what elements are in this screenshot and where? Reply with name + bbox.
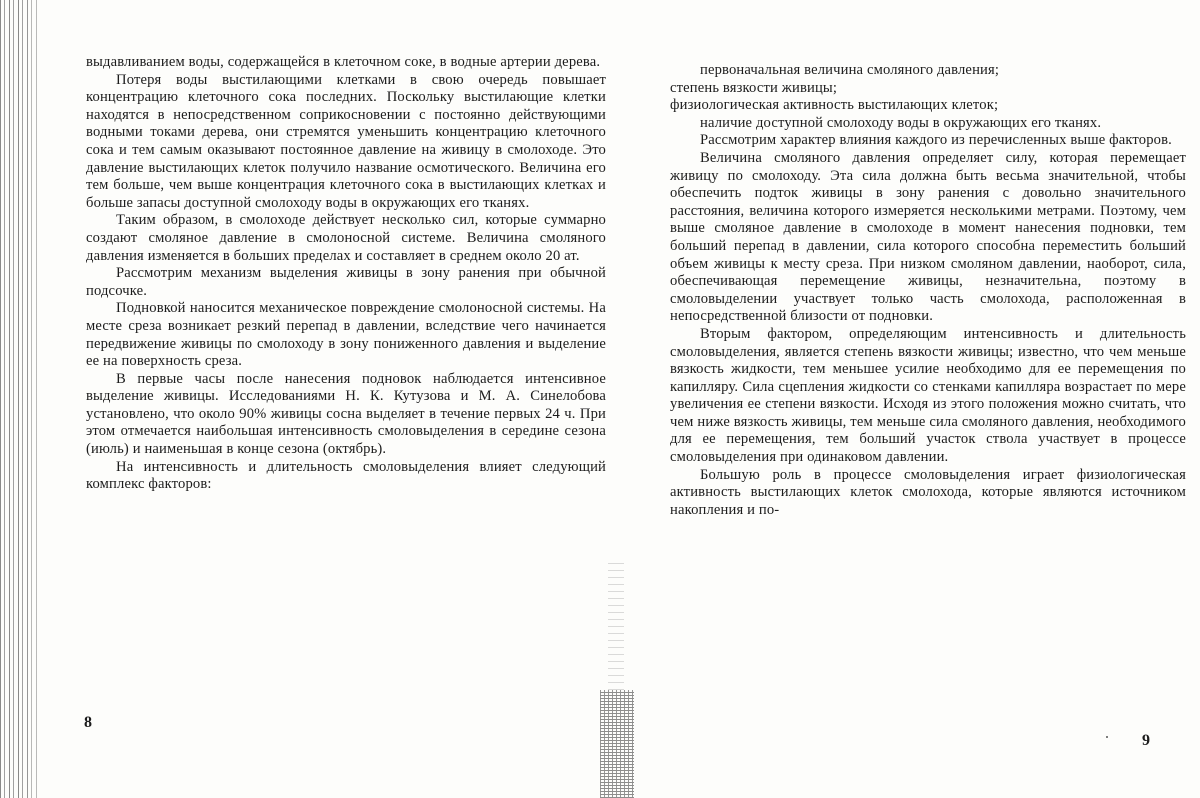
factor-list-item-2: степень вязкости живицы; — [670, 79, 838, 96]
left-paragraph-5: Подновкой наносится механическое повреждение смолоносной системы. На месте среза возникает резкий перепад в давлении, вследствие чего начинается передвижение живицы по смолоходу в зону пониженного давления и выделение ее на поверхность среза. — [86, 300, 606, 370]
gutter-shadow — [608, 560, 624, 690]
page-number-left: 8 — [84, 714, 92, 731]
left-paragraph-2: Потеря воды выстилающими клетками в свою очередь повышает концентрацию клеточного сока последних. Поскольку выстилающие клетки находятся в непосредственном соприкосновении с постоянно действующими водными токами дерева, они стремятся уменьшить концентрацию клеточного сока и тем самым оказывают постоянное давление на живицу в смолоходе. Это давление выстилающих клеток получило название осмотического. Величина его тем больше, чем выше концентрация клеточного сока в выстилающих клетках и больше запасы доступной смолоходу воды в окружающих его тканях. — [86, 71, 606, 211]
factor-list-item-1: первоначальная величина смоляного давления; — [700, 62, 1000, 78]
page-number-right: 9 — [1142, 732, 1150, 749]
left-paragraph-4: Рассмотрим механизм выделения живицы в зону ранения при обычной подсочке. — [86, 265, 606, 299]
left-page-text — [86, 54, 606, 494]
right-paragraph-2: Рассмотрим характер влияния каждого из перечисленных выше факторов. — [700, 132, 1172, 149]
right-paragraph-3: Величина смоляного давления определяет силу, которая перемещает живицу по смолоходу. Эта сила должна быть весьма значительной, чтобы обеспечить подток живицы в зону ранения с довольно значительного расстояния, величина которого измеряется несколькими метрами. Поэтому, чем выше смоляное давление в смолоходе в момент нанесения подновки, тем больший перепад в давлении, сила которого способна переместить больший объем живицы к месту среза. При низком смоляном давлении, наоборот, сила, обеспечивающая перемещение живицы, незначительна, поэтому в смоловыделении участвует только часть смолохода, расположенная в непосредственной близости от подновки. — [670, 149, 1186, 325]
left-paragraph-7: На интенсивность и длительность смоловыделения влияет следующий комплекс факторов: — [86, 458, 606, 493]
right-paragraph-5: Большую роль в процессе смоловыделения играет физиологическая активность выстилающих клеток смолохода, которые являются источником накопления и по- — [670, 466, 1186, 518]
right-paragraph-4: Вторым фактором, определяющим интенсивность и длительность смоловыделения, является степень вязкости живицы; известно, что чем меньше вязкость жидкости, тем меньшее усилие необходимо для ее перемещения по капилляру. Сила сцепления жидкости со стенками капилляра возрастает по мере увеличения ее степени вязкости. Исходя из этого положения можно считать, что чем ниже вязкость живицы, тем меньше сила смоляного давления, необходимого для ее перемещения, тем больший участок ствола участвует в процессе смоловыделения при одинаковом давлении. — [670, 325, 1186, 466]
left-paragraph-6: В первые часы после нанесения подновок наблюдается интенсивное выделение живицы. Исследованиями Н. К. Кутузова и М. А. Синелобова установлено, что около 90% живицы сосна выделяет в течение первых 24 ч. При этом отмечается наибольшая интенсивность смоловыделения в середине сезона (июль) и наименьшая в конце сезона (октябрь). — [86, 370, 606, 458]
left-paragraph-1: выдавливанием воды, содержащейся в клеточном соке, в водные артерии дерева. — [86, 54, 601, 70]
scan-gutter — [600, 690, 634, 798]
factor-list-item-3: физиологическая активность выстилающих клеток; — [670, 97, 999, 114]
right-page-text — [670, 62, 1186, 519]
right-page — [634, 0, 1200, 798]
right-paragraph-1: наличие доступной смолоходу воды в окружающих его тканях. — [700, 114, 1102, 131]
left-paragraph-3: Таким образом, в смолоходе действует несколько сил, которые суммарно создают смоляное давление в смолоносной системе. Величина смоляного давления изменяется в больших пределах и составляет в среднем около 20 ат. — [86, 212, 606, 264]
scan-speck — [1106, 736, 1108, 738]
